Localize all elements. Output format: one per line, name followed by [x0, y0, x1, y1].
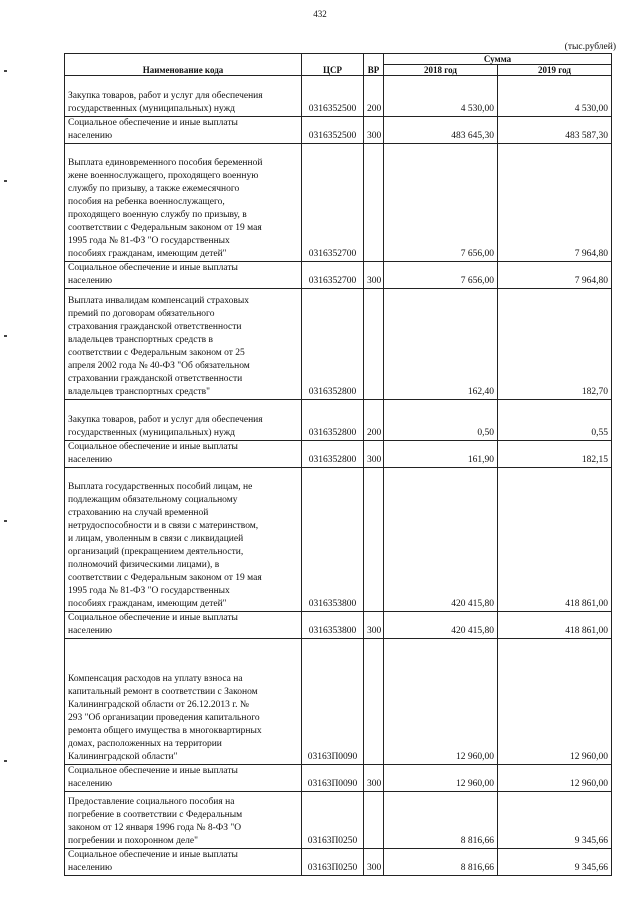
- header-2019: 2019 год: [498, 65, 612, 76]
- table-row: [65, 76, 612, 117]
- row-csr-cell: 03163П0250: [302, 792, 364, 849]
- row-csr-cell: 0316352800: [302, 400, 364, 441]
- row-csr-cell: 03163П0090: [302, 765, 364, 792]
- row-2019-cell: 0,55: [498, 400, 612, 441]
- row-vr-cell: 300: [364, 849, 384, 876]
- row-2018-cell: 12 960,00: [384, 765, 498, 792]
- row-2019-cell: 483 587,30: [498, 117, 612, 144]
- row-csr-cell: 03163П0250: [302, 849, 364, 876]
- row-name-cell: Компенсация расходов на уплату взноса на капитальный ремонт в соответствии с Законом Калининградской области от 26.12.2013 г. № 293 "Об организации проведения капитального ремонта общего имущества в многоквартирных домах, расположенных на территории Калининградской области": [65, 639, 302, 765]
- row-vr-cell: 200: [364, 400, 384, 441]
- row-csr-cell: 0316352800: [302, 441, 364, 468]
- row-csr-cell: 0316352700: [302, 144, 364, 262]
- row-2018-cell: 4 530,00: [384, 76, 498, 117]
- margin-mark: [4, 70, 7, 72]
- row-csr-cell: 03163П0090: [302, 639, 364, 765]
- margin-mark: [4, 180, 7, 182]
- table-row: [65, 262, 612, 289]
- row-csr-cell: 0316352500: [302, 76, 364, 117]
- budget-table: [64, 53, 612, 876]
- row-name-cell: Социальное обеспечение и иные выплаты населению: [65, 441, 302, 468]
- row-vr-cell: 300: [364, 441, 384, 468]
- row-2018-cell: 420 415,80: [384, 468, 498, 612]
- row-2019-cell: 12 960,00: [498, 765, 612, 792]
- row-2018-cell: 7 656,00: [384, 144, 498, 262]
- table-row: [65, 144, 612, 262]
- row-csr-cell: 0316352700: [302, 262, 364, 289]
- row-2018-cell: 8 816,66: [384, 849, 498, 876]
- row-2018-cell: 420 415,80: [384, 612, 498, 639]
- row-vr-cell: 300: [364, 765, 384, 792]
- margin-mark: [4, 760, 7, 762]
- row-vr-cell: 200: [364, 76, 384, 117]
- row-vr-cell: 300: [364, 117, 384, 144]
- row-vr-cell: [364, 289, 384, 400]
- row-csr-cell: 0316353800: [302, 468, 364, 612]
- row-2018-cell: 12 960,00: [384, 639, 498, 765]
- table-row: [65, 289, 612, 400]
- row-name-cell: Социальное обеспечение и иные выплаты населению: [65, 612, 302, 639]
- row-csr-cell: 0316352500: [302, 117, 364, 144]
- row-vr-cell: [364, 144, 384, 262]
- row-name-cell: Выплата государственных пособий лицам, не подлежащим обязательному социальному страхованию на случай временной нетрудоспособности и в связи с материнством, и лицам, уволенным в связи с ликвидацией организаций (прекращением деятельности, полномочий физическими лицами), в соответствии с Федеральным законом от 19 мая 1995 года № 81-ФЗ "О государственных пособиях гражданам, имеющим детей": [65, 468, 302, 612]
- table-row: [65, 441, 612, 468]
- row-2018-cell: 161,90: [384, 441, 498, 468]
- units-label: (тыс.рублей): [564, 42, 616, 52]
- header-name: Наименование кода: [65, 54, 302, 76]
- row-name-cell: Социальное обеспечение и иные выплаты населению: [65, 765, 302, 792]
- table-row: [65, 639, 612, 765]
- margin-mark: [4, 520, 7, 522]
- page-number: 432: [313, 9, 327, 19]
- row-2019-cell: 418 861,00: [498, 468, 612, 612]
- row-2019-cell: 182,70: [498, 289, 612, 400]
- row-name-cell: Социальное обеспечение и иные выплаты населению: [65, 262, 302, 289]
- row-vr-cell: 300: [364, 612, 384, 639]
- row-2019-cell: 9 345,66: [498, 792, 612, 849]
- row-name-cell: Закупка товаров, работ и услуг для обеспечения государственных (муниципальных) нужд: [65, 76, 302, 117]
- table-row: [65, 849, 612, 876]
- table-row: [65, 400, 612, 441]
- row-2019-cell: 9 345,66: [498, 849, 612, 876]
- header-2018: 2018 год: [384, 65, 498, 76]
- row-name-cell: Выплата единовременного пособия беременной жене военнослужащего, проходящего военную службу по призыву, а также ежемесячного пособия на ребенка военнослужащего, проходящего военную службу по призыву, в соответствии с Федеральным законом от 19 мая 1995 года № 81-ФЗ "О государственных пособиях гражданам, имеющим детей": [65, 144, 302, 262]
- row-2019-cell: 4 530,00: [498, 76, 612, 117]
- header-sum: Сумма: [384, 54, 612, 65]
- header-vr: ВР: [364, 54, 384, 76]
- row-name-cell: Социальное обеспечение и иные выплаты населению: [65, 849, 302, 876]
- row-csr-cell: 0316353800: [302, 612, 364, 639]
- table-row: [65, 765, 612, 792]
- table-row: [65, 468, 612, 612]
- row-vr-cell: 300: [364, 262, 384, 289]
- row-vr-cell: [364, 468, 384, 612]
- row-name-cell: Выплата инвалидам компенсаций страховых премий по договорам обязательного страхования гражданской ответственности владельцев транспортных средств в соответствии с Федеральным законом от 25 апреля 2002 года № 40-ФЗ "Об обязательном страховании гражданской ответственности владельцев транспортных средств": [65, 289, 302, 400]
- row-2018-cell: 483 645,30: [384, 117, 498, 144]
- row-name-cell: Предоставление социального пособия на погребение в соответствии с Федеральным законом от 12 января 1996 года № 8-ФЗ "О погребении и похоронном деле": [65, 792, 302, 849]
- row-2019-cell: 7 964,80: [498, 262, 612, 289]
- table-row: [65, 792, 612, 849]
- row-csr-cell: 0316352800: [302, 289, 364, 400]
- row-name-cell: Социальное обеспечение и иные выплаты населению: [65, 117, 302, 144]
- row-2018-cell: 8 816,66: [384, 792, 498, 849]
- row-2019-cell: 7 964,80: [498, 144, 612, 262]
- row-vr-cell: [364, 792, 384, 849]
- header-csr: ЦСР: [302, 54, 364, 76]
- row-vr-cell: [364, 639, 384, 765]
- row-2018-cell: 0,50: [384, 400, 498, 441]
- row-2019-cell: 182,15: [498, 441, 612, 468]
- row-name-cell: Закупка товаров, работ и услуг для обеспечения государственных (муниципальных) нужд: [65, 400, 302, 441]
- row-2018-cell: 7 656,00: [384, 262, 498, 289]
- row-2019-cell: 12 960,00: [498, 639, 612, 765]
- table-row: [65, 612, 612, 639]
- margin-mark: [4, 335, 7, 337]
- table-body: [65, 76, 612, 876]
- row-2018-cell: 162,40: [384, 289, 498, 400]
- row-2019-cell: 418 861,00: [498, 612, 612, 639]
- table-row: [65, 117, 612, 144]
